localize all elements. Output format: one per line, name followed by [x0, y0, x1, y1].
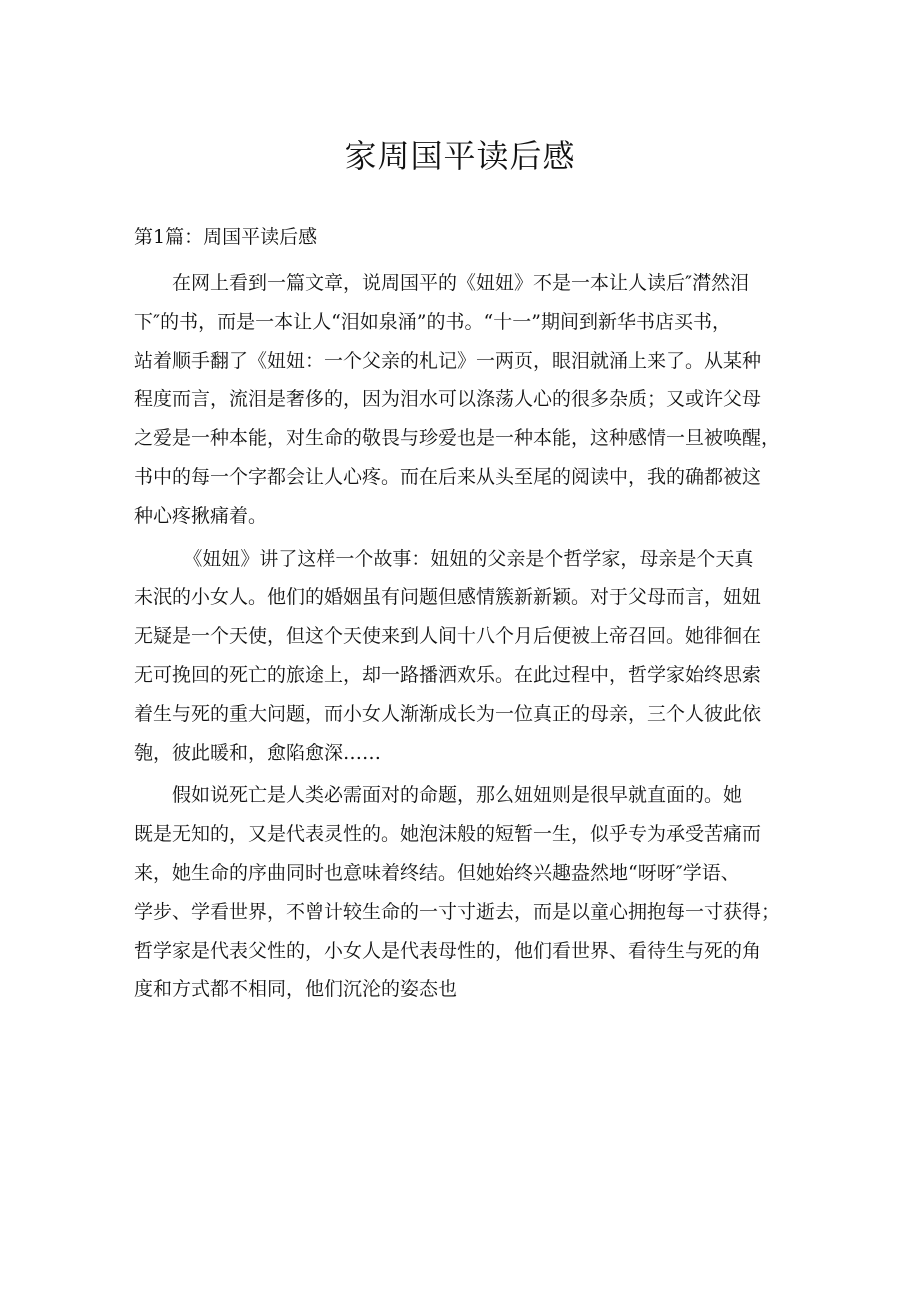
- text-line: 着生与死的重大问题，而小女人渐渐成长为一位真正的母亲，三个人彼此依: [134, 702, 762, 725]
- text-line: 《妞妞》讲了这样一个故事：妞妞的父亲是个哲学家，母亲是个天真: [183, 547, 754, 570]
- text-line: 度和方式都不相同，他们沉沦的姿态也: [134, 978, 458, 1001]
- paragraph-3: [134, 776, 794, 1009]
- text-line: 书中的每一个字都会让人心疼。而在后来从头至尾的阅读中，我的确都被这: [134, 465, 762, 488]
- section-heading: 第1篇：周国平读后感: [134, 226, 318, 248]
- text-line: 匏，彼此暖和，愈陷愈深……: [134, 741, 382, 764]
- paragraph-2: [134, 540, 794, 773]
- document-body: [134, 264, 794, 1009]
- text-line: 假如说死亡是人类必需面对的命题，那么妞妞则是很早就直面的。她: [172, 784, 743, 807]
- text-line: 程度而言，流泪是奢侈的，因为泪水可以涤荡人心的很多杂质；又或许父母: [134, 388, 762, 411]
- text-line: 无疑是一个天使，但这个天使来到人间十八个月后便被上帝召回。她徘徊在: [134, 625, 762, 648]
- text-line: 无可挽回的死亡的旅途上，却一路播洒欢乐。在此过程中，哲学家始终思索: [134, 663, 762, 686]
- text-line: 站着顺手翻了《妞妞：一个父亲的札记》一两页，眼泪就涌上来了。从某种: [134, 349, 762, 372]
- text-line: 学步、学看世界，不曾计较生命的一寸寸逝去，而是以童心拥抱每一寸获得；: [134, 900, 781, 923]
- text-line: 下″的书，而是一本让人“泪如泉涌”的书。“十一”期间到新华书店买书，: [134, 310, 731, 333]
- text-line: 来，她生命的序曲同时也意味着终结。但她始终兴趣盎然地“呀呀″学语、: [134, 861, 740, 884]
- paragraph-1: [134, 264, 794, 536]
- text-line: 种心疼揪痛着。: [134, 504, 268, 527]
- text-line: 既是无知的，又是代表灵性的。她泡沫般的短暂一生，似乎专为承受苦痛而: [134, 823, 762, 846]
- document-title: 家周国平读后感: [344, 137, 576, 175]
- text-line: 哲学家是代表父性的，小女人是代表母性的，他们看世界、看待生与死的角: [134, 939, 762, 962]
- text-line: 未泯的小女人。他们的婚姻虽有问题但感情簇新新颖。对于父母而言，妞妞: [134, 586, 762, 609]
- text-line: 之爱是一种本能，对生命的敬畏与珍爱也是一种本能，这种感情一旦被唤醒，: [134, 427, 781, 450]
- text-line: 在网上看到一篇文章，说周国平的《妞妞》不是一本让人读后″潸然泪: [172, 272, 750, 294]
